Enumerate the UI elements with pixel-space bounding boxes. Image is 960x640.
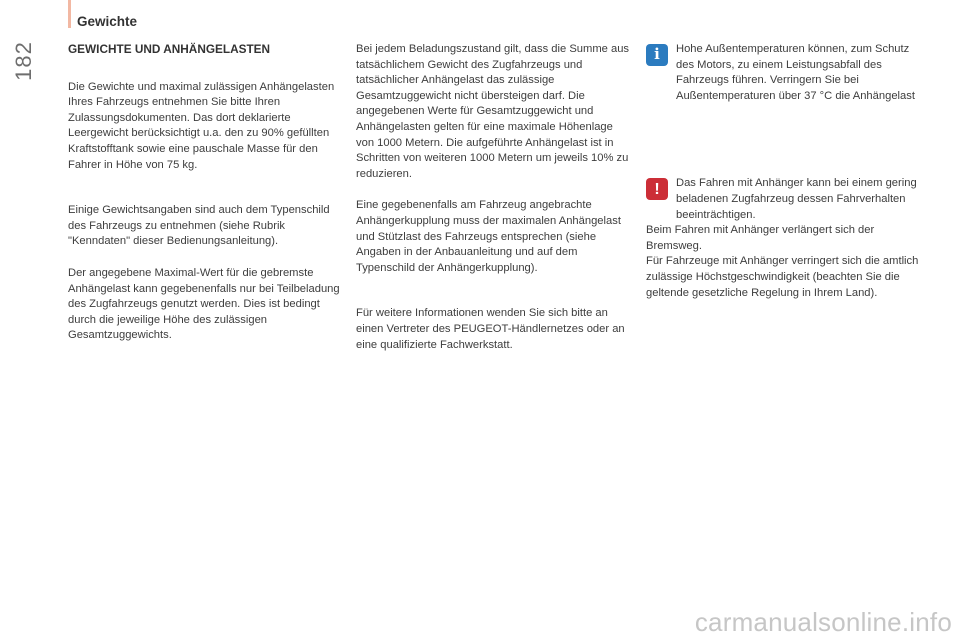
warning-note bbox=[646, 176, 922, 223]
watermark: carmanualsonline.info bbox=[694, 607, 952, 637]
paragraph-weights: Die Gewichte und maximal zulässigen Anhängelasten Ihres Fahrzeugs entnehmen Sie bitte Ihren Zulassungsdokumenten. Das dort deklarierte Leergewicht berücksichtigt u.a. den zu 90% gefüllten Kraftstofftank sowie eine pauschale Masse für den Fahrer in Höhe von 75 kg. bbox=[68, 80, 335, 171]
column-left bbox=[68, 42, 340, 344]
paragraph-type-plate: Einige Gewichtsangaben sind auch dem Typenschild des Fahrzeugs zu entnehmen (siehe Rubrik "Kenndaten" dieser Bedienungsanleitung). bbox=[68, 204, 330, 248]
warning-note-text: Das Fahren mit Anhänger kann bei einem gering beladenen Zugfahrzeug dessen Fahrverhalten beeinträchtigen. bbox=[676, 177, 917, 221]
paragraph-braked-load: Der angegebene Maximal-Wert für die gebremste Anhängelast kann gegebenenfalls nur bei Teilbeladung des Zugfahrzeugs genutzt werden. Dies ist bedingt durch die jeweilige Höhe des zulässigen Gesamtzuggewichts. bbox=[68, 266, 340, 342]
column-right bbox=[646, 42, 922, 301]
paragraph-total-weight: Bei jedem Beladungszustand gilt, dass die Summe aus tatsächlichem Gewicht des Zugfahrzeugs und tatsächlicher Anhängelast das zulässige Gesamtzuggewicht nicht übersteigen darf. Die angegebenen Werte für Gesamtzuggewicht und Anhängelasten gelten für eine maximale Höhenlage von 1000 Metern. Die aufgeführte Anhängelast ist in Schritten von weiteren 1000 Metern um jeweils 10% zu reduzieren. bbox=[356, 43, 630, 180]
warning-icon: ! bbox=[646, 178, 668, 200]
header-accent-bar bbox=[68, 0, 71, 28]
warning-speed-limit: Für Fahrzeuge mit Anhänger verringert sich die amtlich zulässige Höchstgeschwindigkeit (beachten Sie die geltende gesetzliche Regelung in Ihrem Land). bbox=[646, 255, 919, 299]
section-heading: GEWICHTE UND ANHÄNGELASTEN bbox=[68, 42, 271, 56]
paragraph-towbar: Eine gegebenenfalls am Fahrzeug angebrachte Anhängerkupplung muss der maximalen Anhängelast und Stützlast des Fahrzeugs entsprechen (siehe Angaben in der Anbauanleitung und auf dem Typenschild der Anhängerkupplung). bbox=[356, 199, 621, 274]
warning-note-continued bbox=[646, 223, 922, 301]
page-number: 182 bbox=[11, 41, 36, 81]
info-note-text: Hohe Außentemperaturen können, zum Schutz des Motors, zu einem Leistungsabfall des Fahrzeugs führen. Verringern Sie bei Außentemperaturen über 37 °C die Anhängelast bbox=[676, 43, 915, 102]
info-note bbox=[646, 42, 922, 104]
paragraph-dealer-info: Für weitere Informationen wenden Sie sich bitte an einen Vertreter des PEUGEOT-Händlernetzes oder an eine qualifizierte Fachwerkstatt. bbox=[356, 307, 625, 351]
column-middle bbox=[356, 42, 632, 353]
warning-braking-distance: Beim Fahren mit Anhänger verlängert sich der Bremsweg. bbox=[646, 224, 875, 252]
info-icon: i bbox=[646, 44, 668, 66]
section-title: Gewichte bbox=[77, 14, 138, 29]
